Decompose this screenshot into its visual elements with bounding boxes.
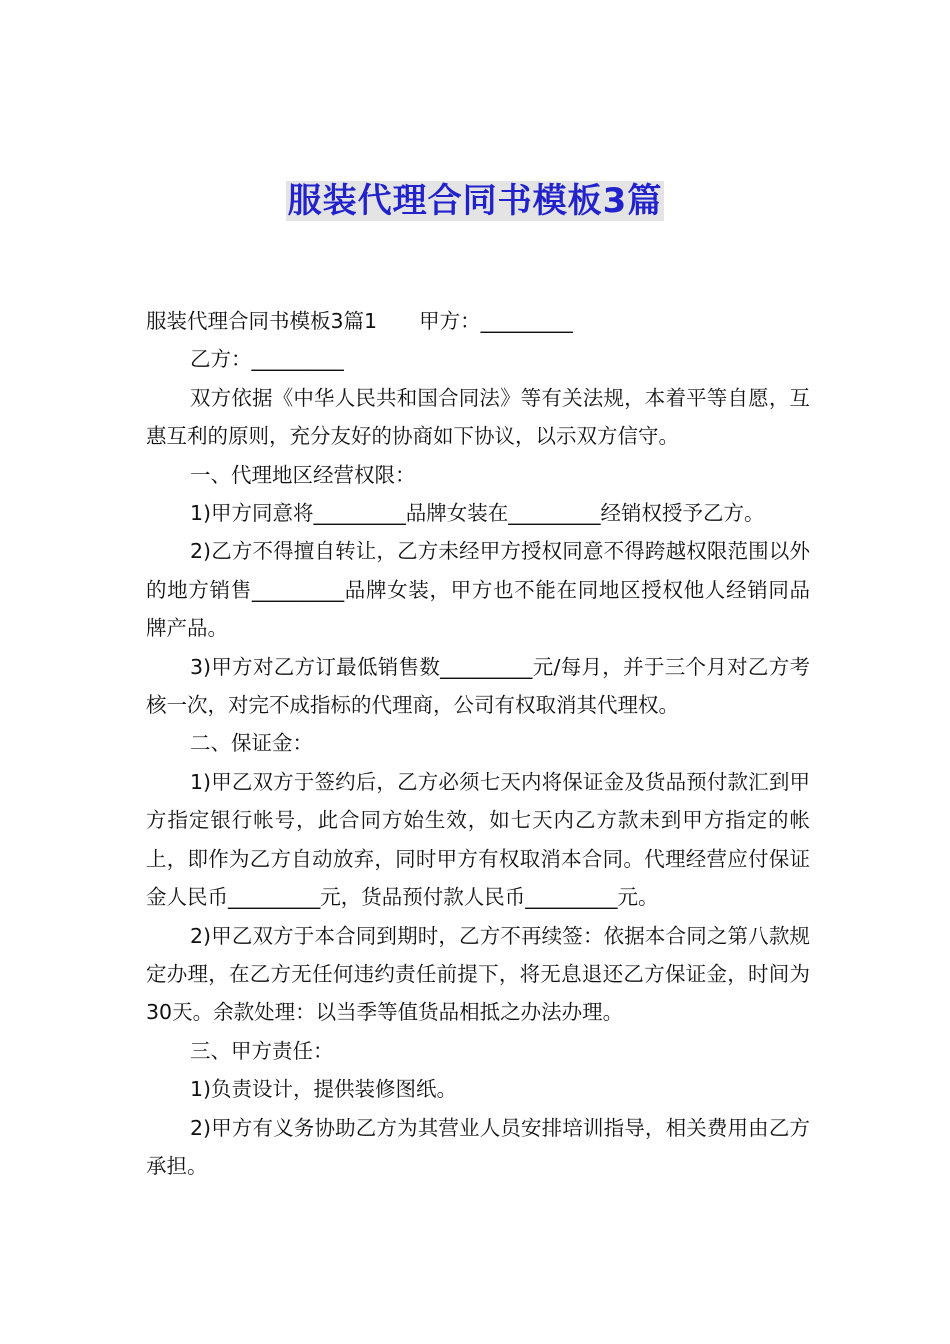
clause-1-2: 2)乙方不得擅自转让，乙方未经甲方授权同意不得跨越权限范围以外的地方销售_________品牌女装，甲方也不能在同地区授权他人经销同品牌产品。 (146, 539, 810, 641)
clause-3-2: 2)甲方有义务协助乙方为其营业人员安排培训指导，相关费用由乙方承担。 (146, 1115, 810, 1178)
document-title (0, 176, 950, 226)
section-heading-2: 二、保证金： (190, 731, 313, 756)
section-heading-3: 三、甲方责任： (190, 1038, 334, 1063)
clause-2-2: 2)甲乙双方于本合同到期时，乙方不再续签：依据本合同之第八款规定办理，在乙方无任何违约责任前提下，将无息退还乙方保证金，时间为30天。余款处理：以当季等值货品相抵之办法办理。 (146, 923, 810, 1025)
paragraph-preamble: 双方依据《中华人民共和国合同法》等有关法规，本着平等自愿，互惠互利的原则，充分友好的协商如下协议，以示双方信守。 (146, 385, 810, 449)
section-heading-1: 一、代理地区经营权限： (190, 462, 416, 487)
clause-1-1: 1)甲方同意将_________品牌女装在_________经销权授予乙方。 (190, 501, 765, 526)
paragraph-heading-line (146, 302, 810, 340)
clause-2-1: 1)甲乙双方于签约后，乙方必须七天内将保证金及货品预付款汇到甲方指定银行帐号，此合同方始生效，如七天内乙方款未到甲方指定的帐上，即作为乙方自动放弃，同时甲方有权取消本合同。代理经营应付保证金人民币_________元，货品预付款人民币_________元。 (146, 769, 810, 910)
contract-subtitle: 服装代理合同书模板3篇1 (146, 309, 378, 333)
party-a-field: 甲方：_________ (419, 309, 573, 333)
party-b-field: 乙方：_________ (190, 347, 344, 372)
clause-1-3: 3)甲方对乙方订最低销售数_________元/每月，并于三个月对乙方考核一次，对完不成指标的代理商，公司有权取消其代理权。 (146, 654, 810, 718)
clause-3-1: 1)负责设计，提供装修图纸。 (190, 1077, 458, 1102)
document-body (146, 302, 810, 1185)
document-title-text: 服装代理合同书模板3篇 (287, 181, 663, 221)
